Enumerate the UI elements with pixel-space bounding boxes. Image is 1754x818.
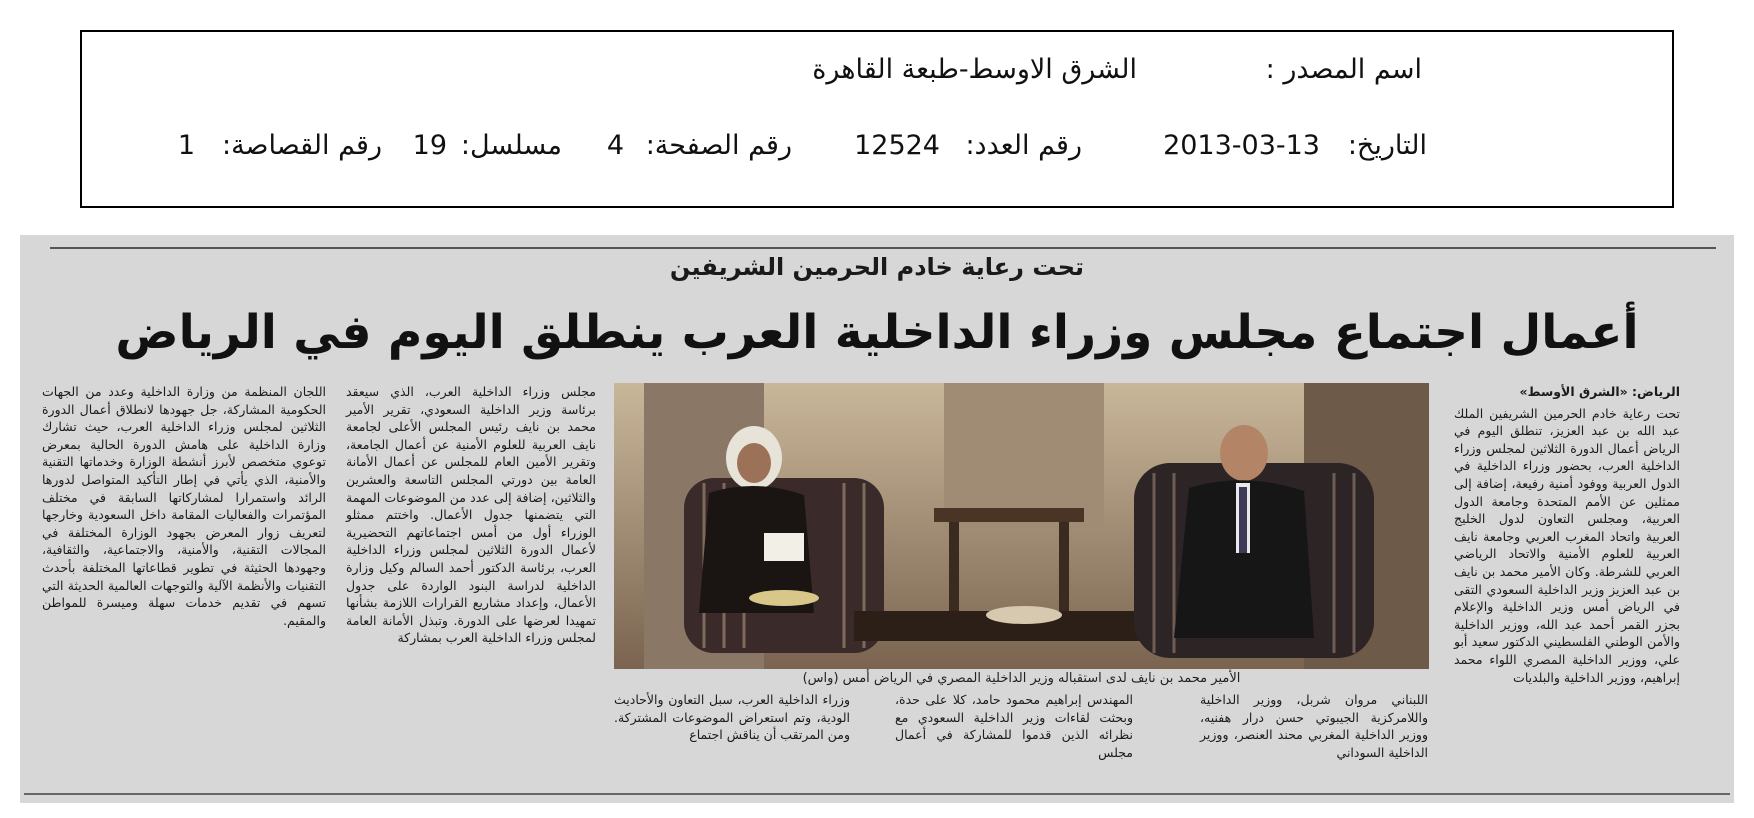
serial-value: 19 bbox=[412, 130, 447, 161]
article-kicker: تحت رعاية خادم الحرمين الشريفين bbox=[669, 253, 1085, 281]
article-column-1 bbox=[1454, 383, 1680, 795]
page-value: 4 bbox=[606, 130, 624, 161]
issue-value: 12524 bbox=[854, 130, 940, 161]
photo-illustration bbox=[614, 383, 1429, 669]
article-photo bbox=[614, 383, 1429, 669]
photo-caption: الأمير محمد بن نايف لدى استقباله وزير الداخلية المصري في الرياض أمس (واس) bbox=[802, 671, 1241, 686]
clip-label: رقم القصاصة: bbox=[221, 130, 382, 161]
article-headline: أعمال اجتماع مجلس وزراء الداخلية العرب ينطلق اليوم في الرياض bbox=[115, 305, 1639, 360]
serial-label: مسلسل: bbox=[460, 130, 562, 161]
newspaper-clipping bbox=[20, 235, 1734, 803]
clip-value: 1 bbox=[177, 130, 195, 161]
date-value: 2013-03-13 bbox=[1163, 130, 1320, 161]
bottom-rule bbox=[24, 793, 1730, 795]
article-column-3: اللجان المنظمة من وزارة الداخلية وعدد من الجهات الحكومية المشاركة، جل جهودها لانطلاق أعمال الدورة الثلاثين لمجلس وزراء الداخلية العرب، حيث تشارك وزارة الداخلية على هامش الدورة الحالية بمعرض توعوي متخصص لأبرز أنشطة الوزارة وخدماتها التقنية والأمنية، الذي يأتي في إطار التأكيد المتواصل لدورها الرائد واستمرارا لمشاركاتها السابقة في مختلف المؤتمرات والفعاليات المقامة داخل السعودية وخارجها لتعريف زوار المعرض بجهود الوزارة المختلفة في المجالات التقنية، والأمنية، والاجتماعية، والثقافية، وجهودها الحثيثة في تطوير قطاعاتها المختلفة بأحدث التقنيات والأنظمة الآلية والتوجهات العالمية الحديثة التي تسهم في تقديم خدمات سهلة وميسرة للمواطن والمقيم. bbox=[42, 384, 326, 628]
source-value: الشرق الاوسط-طبعة القاهرة bbox=[812, 54, 1137, 85]
article-bottom-column-3: وزراء الداخلية العرب، سبل التعاون والأحاديث الودية، وتم استعراض الموضوعات المشتركة. ومن المرتقب أن يناقش اجتماع bbox=[614, 692, 850, 743]
article-bottom-column-2: المهندس إبراهيم محمود حامد، كلا على حدة، وبحثت لقاءات وزير الداخلية السعودي مع نظرائه الذين قدموا للمشاركة في أعمال مجلس bbox=[895, 692, 1133, 760]
article-byline: الرياض: «الشرق الأوسط» bbox=[1519, 384, 1680, 399]
article-bottom-column-1: اللبناني مروان شربل، ووزير الداخلية واللامركزية الجيبوتي حسن درار هفنيه، ووزير الداخلية المغربي محند العنصر، ووزير الداخلية السوداني bbox=[1200, 692, 1428, 760]
clipping-header-box bbox=[80, 30, 1674, 208]
source-label: اسم المصدر : bbox=[1265, 54, 1422, 85]
issue-label: رقم العدد: bbox=[965, 130, 1082, 161]
top-rule bbox=[50, 247, 1716, 249]
date-label: التاريخ: bbox=[1347, 130, 1427, 161]
article-column-1-text: تحت رعاية خادم الحرمين الشريفين الملك عبد الله بن عبد العزيز، تنطلق اليوم في الرياض أعمال الدورة الثلاثين لمجلس وزراء الداخلية العرب، بحضور وزراء الداخلية في الدول العربية ووفود أمنية رفيعة، إضافة إلى ممثلين عن الأمم المتحدة وجامعة الدول العربية، ومجلس التعاون لدول الخليج العربية واتحاد المغرب العربي وجامعة نايف العربية للعلوم الأمنية والاتحاد الرياضي العربي للشرطة. وكان الأمير محمد بن نايف بن عبد العزيز وزير الداخلية السعودي التقى في الرياض أمس وزير الداخلية والإعلام بجزر القمر أحمد عبد الله، ووزير الداخلية والأمن الوطني الفلسطيني الدكتور سعيد أبو علي، ووزير الداخلية المصري اللواء محمد إبراهيم، ووزير الداخلية والبلديات bbox=[1454, 405, 1680, 685]
article-column-2: مجلس وزراء الداخلية العرب، الذي سيعقد برئاسة وزير الداخلية السعودي، تقرير الأمير محمد بن نايف رئيس المجلس الأعلى لجامعة نايف العربية للعلوم الأمنية عن أعمال الجامعة، وتقرير الأمين العام للمجلس عن أعمال الأمانة العامة بين دورتي المجلس التاسعة والعشرين والثلاثين، إضافة إلى عدد من الموضوعات المهمة التي يتضمنها جدول الأعمال. واختتم ممثلو الوزراء أول من أمس اجتماعاتهم التحضيرية لأعمال الدورة الثلاثين لمجلس وزراء الداخلية العرب، برئاسة الدكتور أحمد السالم وكيل وزارة الداخلية لدراسة البنود الواردة على جدول الأعمال، وإعداد مشاريع القرارات اللازمة بشأنها تمهيدا لعرضها على الدورة. وتبذل الأمانة العامة لمجلس وزراء الداخلية العرب بمشاركة bbox=[346, 384, 596, 646]
page-label: رقم الصفحة: bbox=[645, 130, 792, 161]
